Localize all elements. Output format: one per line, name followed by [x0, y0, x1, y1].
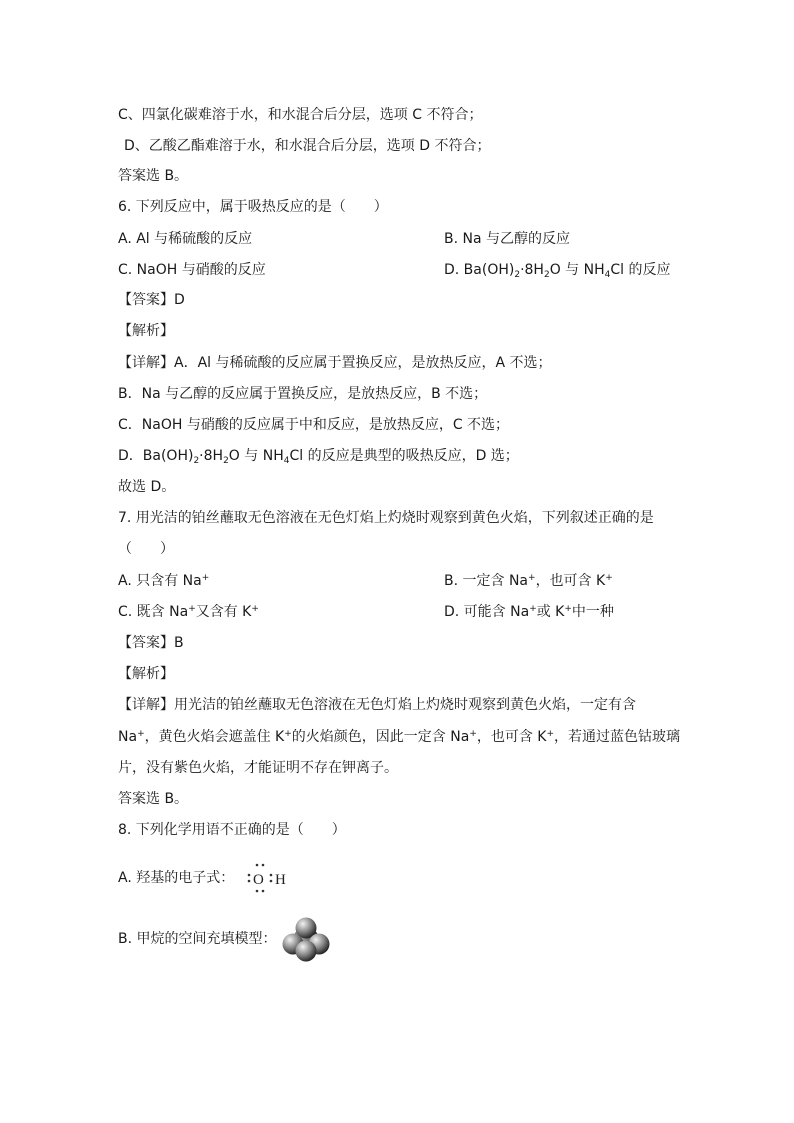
q5-answer: 答案选 B。	[118, 168, 189, 184]
hydrogen-symbol: H	[275, 872, 286, 888]
q6-analysis-heading: 【解析】	[118, 323, 174, 339]
q6-option-a: A. Al 与稀硫酸的反应	[118, 231, 253, 247]
q7-detail-line-2: Na+，黄色火焰会遮盖住 K+的火焰颜色，因此一定含 Na+，也可含 K+，若通过蓝色钴玻璃	[118, 729, 681, 745]
q6-conclusion: 故选 D。	[118, 479, 176, 495]
q6-detail-d: D．$Ba(OH)_2\cdot 8H_2O$ 与 $NH_4Cl$ 的反应是典型的吸热反应，D 选；	[118, 448, 519, 466]
q6-option-b: B. Na 与乙醇的反应	[444, 231, 571, 247]
q6-option-c: C. NaOH 与硝酸的反应	[118, 262, 266, 278]
q5-option-d-explanation: D、乙酸乙酯难溶于水，和水混合后分层，选项 D 不符合；	[124, 138, 491, 154]
hydroxyl-electron-dot-diagram	[246, 861, 294, 895]
q7-analysis-heading: 【解析】	[118, 666, 174, 682]
q7-answer: 【答案】B	[118, 635, 184, 651]
methane-model-icon	[280, 917, 332, 963]
methane-space-filling-model	[280, 917, 332, 963]
q7-detail-line-1: 【详解】用光洁的铂丝蘸取无色溶液在无色灯焰上灼烧时观察到黄色火焰，一定有含	[118, 697, 636, 713]
q7-stem: 7. 用光洁的铂丝蘸取无色溶液在无色灯焰上灼烧时观察到黄色火焰，下列叙述正确的是	[118, 510, 654, 526]
q7-stem-bracket: （ ）	[118, 541, 174, 557]
q7-option-b: B. 一定含 Na+，也可含 K+	[444, 573, 613, 589]
q6-stem: 6. 下列反应中，属于吸热反应的是（ ）	[118, 199, 388, 215]
q6-detail-c: C．NaOH 与硝酸的反应属于中和反应，是放热反应，C 不选；	[118, 417, 510, 433]
q6-detail-b: B．Na 与乙醇的反应属于置换反应，是放热反应，B 不选；	[118, 386, 488, 402]
q8-option-a: A. 羟基的电子式：	[118, 870, 235, 886]
q6-detail-a: 【详解】A．Al 与稀硫酸的反应属于置换反应，是放热反应，A 不选；	[118, 355, 552, 371]
q7-detail-line-3: 片，没有紫色火焰，才能证明不存在钾离子。	[118, 760, 398, 776]
q7-conclusion: 答案选 B。	[118, 791, 189, 807]
hydroxyl-electron-formula	[246, 861, 294, 895]
q7-option-a: A. 只含有 Na+	[118, 573, 210, 589]
q7-option-d: D. 可能含 Na+或 K+中一种	[444, 604, 614, 620]
q7-option-c: C. 既含 Na+又含有 K+	[118, 604, 259, 620]
q5-option-c-explanation: C、四氯化碳难溶于水，和水混合后分层，选项 C 不符合；	[118, 107, 483, 123]
q8-option-b: B. 甲烷的空间充填模型：	[118, 931, 277, 947]
q6-answer: 【答案】D	[118, 292, 185, 308]
q8-stem: 8. 下列化学用语不正确的是（ ）	[118, 822, 346, 838]
q6-option-d: D. $Ba(OH)_2\cdot 8H_2O$ 与 $NH_4Cl$ 的反应	[444, 262, 671, 280]
oxygen-symbol: O	[253, 872, 264, 888]
